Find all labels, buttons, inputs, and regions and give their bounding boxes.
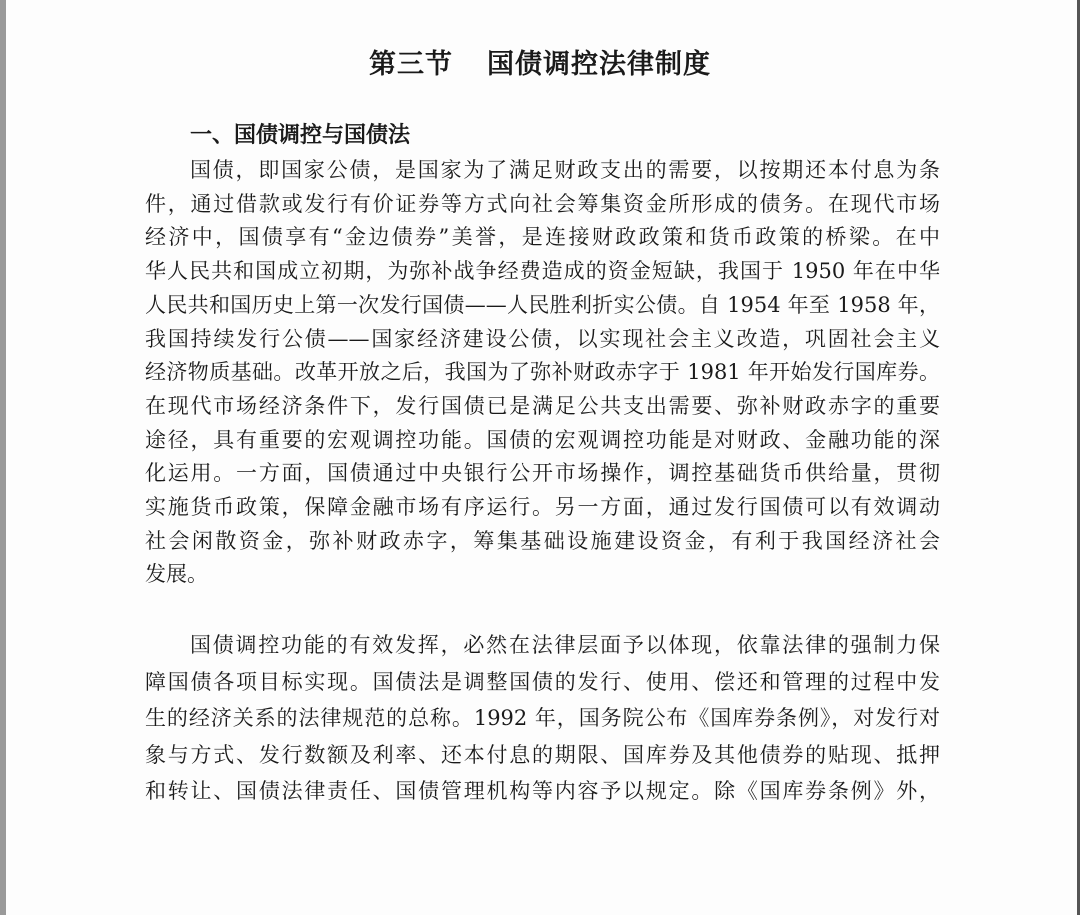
paragraph-1-line: 途径，具有重要的宏观调控功能。国债的宏观调控功能是对财政、金融功能的深 [145,427,940,452]
paragraph-1-line: 社会闲散资金，弥补财政赤字，筹集基础设施建设资金，有利于我国经济社会 [145,528,940,553]
paragraph-1-line: 实施货币政策，保障金融市场有序运行。另一方面，通过发行国债可以有效调动 [145,495,940,519]
paragraph-1-line: 经济物质基础。改革开放之后，我国为了弥补财政赤字于 1981 年开始发行国库券。 [145,360,940,385]
section-name: 国债调控法律制度 [487,49,711,80]
paragraph-1-line: 我国持续发行公债——国家经济建设公债，以实现社会主义改造，巩固社会主义 [145,326,940,351]
paragraph-1-line: 经济中，国债享有“金边债券”美誉，是连接财政政策和货币政策的桥梁。在中 [145,225,940,250]
paragraph-1-line: 发展。 [145,562,208,587]
paragraph-1-line: 国债，即国家公债，是国家为了满足财政支出的需要，以按期还本付息为条 [190,158,940,182]
paragraph-2-line: 和转让、国债法律责任、国债管理机构等内容予以规定。除《国库券条例》外， [145,779,940,803]
paragraph-2-line: 障国债各项目标实现。国债法是调整国债的发行、使用、偿还和管理的过程中发 [145,669,940,694]
scan-left-edge [0,0,6,915]
paragraph-2-line: 国债调控功能的有效发挥，必然在法律层面予以体现，依靠法律的强制力保 [190,633,940,657]
paragraph-1-line: 华人民共和国成立初期，为弥补战争经费造成的资金短缺，我国于 1950 年在中华 [145,259,940,284]
subsection-heading: 一、国债调控与国债法 [190,122,411,148]
paragraph-2-line: 象与方式、发行数额及利率、还本付息的期限、国库券及其他债券的贴现、抵押 [145,742,940,767]
section-number: 第三节 [369,49,453,80]
paragraph-1-line: 在现代市场经济条件下，发行国债已是满足公共支出需要、弥补财政赤字的重要 [145,393,940,418]
paragraph-1-line: 化运用。一方面，国债通过中央银行公开市场操作，调控基础货币供给量，贯彻 [145,461,940,486]
paragraph-2-line: 生的经济关系的法律规范的总称。1992 年，国务院公布《国库券条例》，对发行对 [145,706,940,730]
paragraph-1-line: 人民共和国历史上第一次发行国债——人民胜利折实公债。自 1954 年至 1958 年， [145,292,940,317]
section-title [0,42,1080,81]
paragraph-1-line: 件，通过借款或发行有价证券等方式向社会筹集资金所形成的债务。在现代市场 [145,191,940,216]
